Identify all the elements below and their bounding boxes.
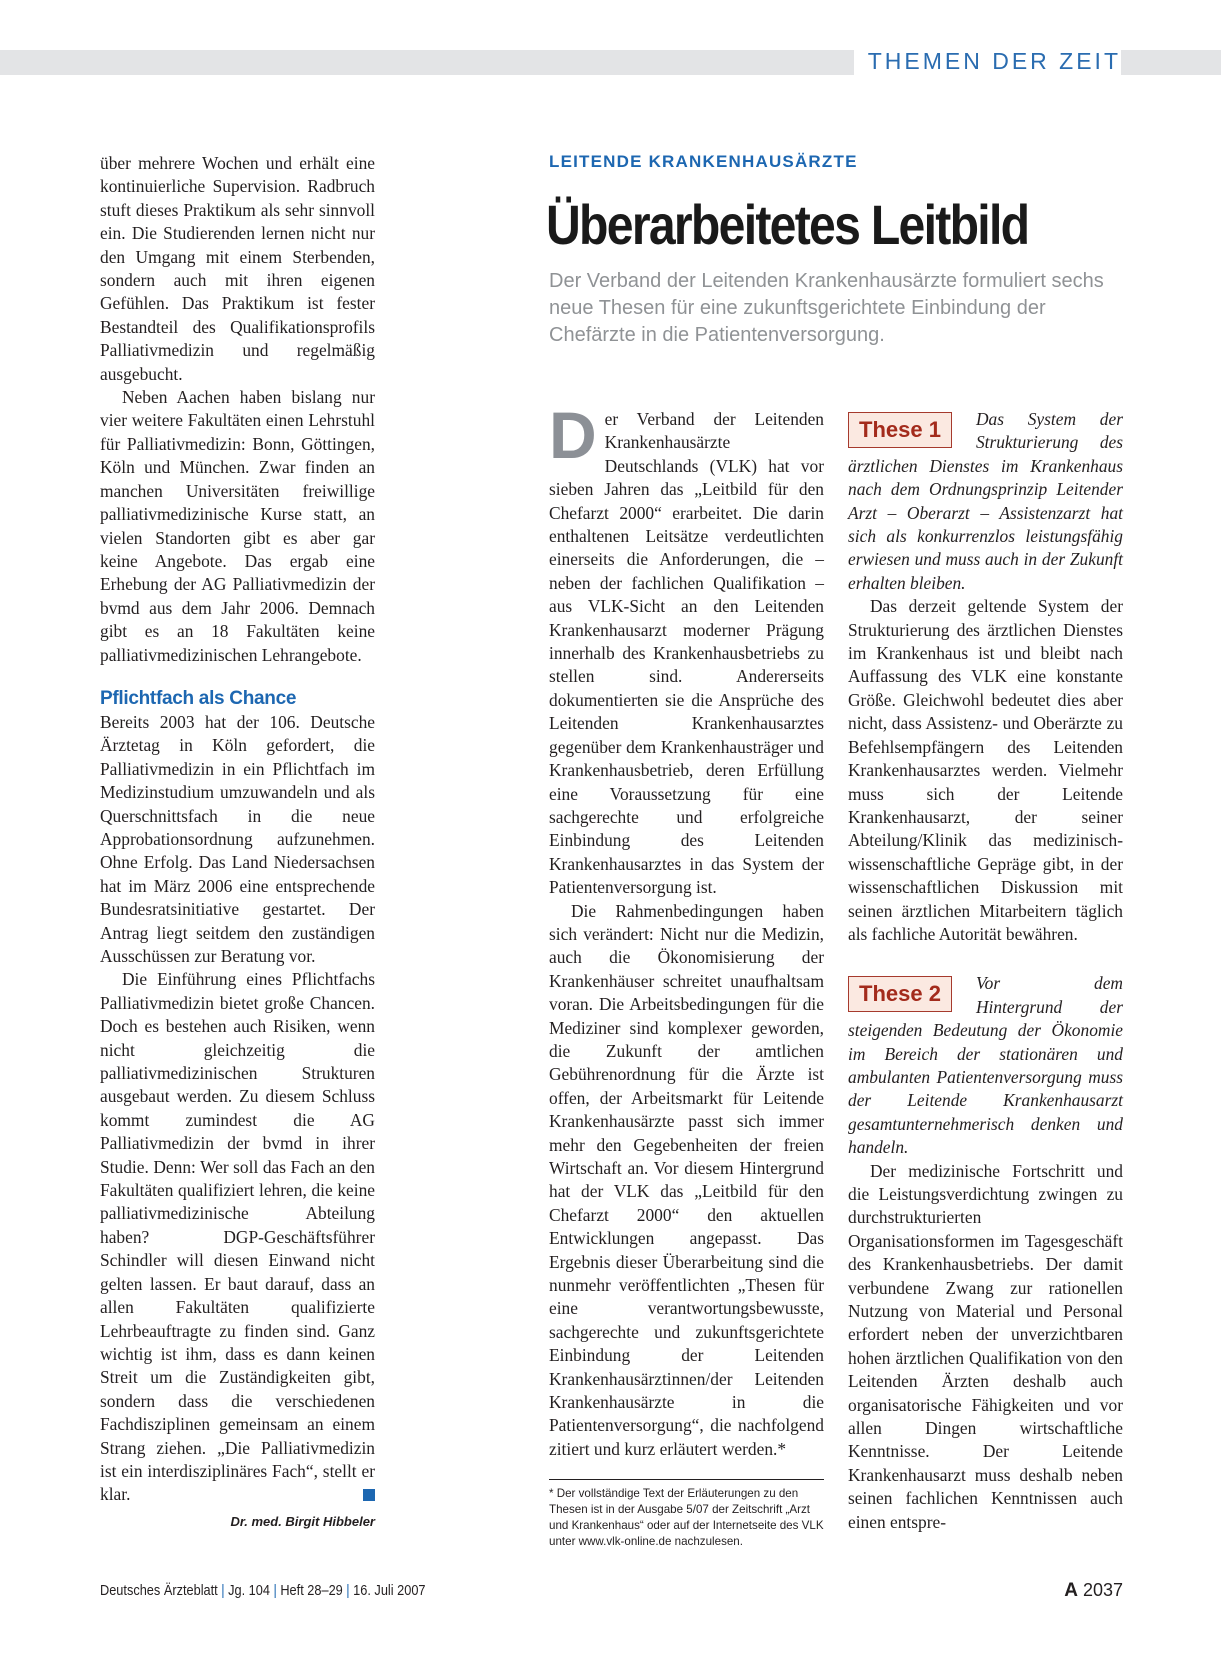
body-paragraph-2: Die Rahmenbedingungen haben sich verändert: Nicht nur die Medizin, auch die Ökonomisierung der Krankenhäuser schreitet unaufhaltsam voran. Die Arbeitsbedingungen für die Mediziner sind komplexer geworden, die Zukunft der amtlichen Gebührenordnung für die Ärzte ist offen, der Arbeitsmarkt für Leitende Krankenhausärzte passt sich immer mehr den Gegebenheiten der freien Wirtschaft an. Vor diesem Hintergrund hat der VLK das „Leitbild für den Chefarzt 2000“ den aktuellen Entwicklungen angepasst. Das Ergebnis dieser Überarbeitung sind die nunmehr veröffentlichten „Thesen für eine verantwortungsbewusste, sachgerechte und zukunftsgerichtete Einbindung der Leitenden Krankenhausärztinnen/der Leitenden Krankenhausärzte in die Patientenversorgung“, die nachfolgend zitiert und kurz erläutert werden.*: [549, 900, 824, 1459]
left-paragraph-4: [100, 968, 375, 1506]
page-prefix: A: [1064, 1580, 1078, 1601]
body-paragraph-1: [549, 398, 824, 900]
page-number-value: 2037: [1082, 1580, 1123, 1600]
article-kicker: LEITENDE KRANKENHAUSÄRZTE: [549, 152, 858, 171]
footnote: * Der vollständige Text der Erläuterungen zu den Thesen ist in der Ausgabe 5/07 der Zeitschrift „Arzt und Krankenhaus“ oder auf der Internetseite des VLK unter www.vlk-online.de nachzulesen.: [549, 1479, 824, 1550]
thesis-badge-1: These 1: [848, 412, 952, 448]
footer-volume: Jg. 104: [228, 1583, 270, 1599]
footer-separator: |: [221, 1583, 225, 1599]
footer-separator: |: [273, 1583, 277, 1599]
left-paragraph-2: Neben Aachen haben bislang nur vier weitere Fakultäten einen Lehrstuhl für Palliativmedizin: Bonn, Göttingen, Köln und München. Zwar finden an manchen Universitäten freiwillige palliativmedizinische Kurse statt, an vielen Standorten gibt es aber gar keine Angebote. Das ergab eine Erhebung der AG Palliativmedizin der bvmd aus dem Jahr 2006. Demnach gibt es an 18 Fakultäten keine palliativmedizinischen Lehrangebote.: [100, 387, 375, 665]
footer-issue: Heft 28–29: [280, 1583, 343, 1599]
thesis-body-2: Der medizinische Fortschritt und die Leistungsverdichtung zwingen zu durchstrukturierten Organisationsformen im Tagesgeschäft des Krankenhausbetriebs. Der damit verbundene Zwang zur rationellen Nutzung von Material und Personal erfordert neben der unverzichtbaren hohen ärztlichen Qualifikation von den Leitenden Ärzten deshalb auch organisatorische Fähigkeiten und vor allen Dingen wirtschaftliche Kenntnisse. Der Leitende Krankenhausarzt muss deshalb neben seinen fachlichen Kenntnissen auch einen entspre-: [848, 1160, 1123, 1532]
left-column: [100, 152, 375, 1533]
body-paragraph-1-text: er Verband der Leitenden Krankenhausärzte Deutschlands (VLK) hat vor sieben Jahren das „Leitbild für den Chefarzt 2000“ erarbeitet. Die darin enthaltenen Leitsätze verdeutlichten einerseits die Anforderungen, die – neben der fachlichen Qualifikation – aus VLK-Sicht an den Leitenden Krankenhausarzt moderner Prägung innerhalb des Krankenhausbetriebs zu stellen sind. Andererseits dokumentierten sie die Ansprüche des Leitenden Krankenhausarztes gegenüber dem Krankenhausträger und Krankenhausbetrieb, deren Erfüllung eine Voraussetzung für eine sachgerechte und erfolgreiche Einbindung des Leitenden Krankenhausarztes in das System der Patientenversorgung ist.: [549, 409, 824, 898]
thesis-text-1: Das System der Strukturierung des ärztlichen Dienstes im Krankenhaus nach dem Ordnungsprinzip Leitender Arzt – Oberarzt – Assistenzarzt hat sich als konkurrenzlos leistungsfähig erwiesen und muss auch in der Zukunft erhalten bleiben.: [848, 409, 1123, 593]
page-footer: [100, 1583, 426, 1599]
thesis-block-1: [848, 408, 1123, 595]
section-label: THEMEN DER ZEIT: [854, 46, 1121, 76]
middle-column: [549, 398, 824, 1550]
author-byline: Dr. med. Birgit Hibbeler: [230, 1513, 375, 1529]
thesis-text-2: Vor dem Hintergrund der steigenden Bedeutung der Ökonomie im Bereich der stationären und ambulanten Patientenversorgung muss der Leitende Krankenhausarzt gesamtunternehmerisch denken und handeln.: [848, 973, 1123, 1158]
article-lead: Der Verband der Leitenden Krankenhausärzte formuliert sechs neue Thesen für eine zukunftsgerichtete Einbindung der Chefärzte in die Patientenversorgung.: [549, 270, 1104, 346]
footer-separator: |: [346, 1583, 350, 1599]
drop-cap: D: [549, 398, 597, 472]
page-number: [1064, 1580, 1123, 1602]
left-paragraph-1: über mehrere Wochen und erhält eine kontinuierliche Supervision. Radbruch stuft dieses Praktikum als sehr sinnvoll ein. Die Studierenden lernen nicht nur den Umgang mit einem Sterbenden, sondern auch mit ihren eigenen Gefühlen. Das Praktikum ist fester Bestandteil des Qualifikationsprofils Palliativmedizin und regelmäßig ausgebucht.: [100, 153, 375, 384]
footer-journal: Deutsches Ärzteblatt: [100, 1583, 218, 1599]
end-mark-icon: [363, 1489, 375, 1501]
thesis-block-2: [848, 972, 1123, 1159]
thesis-badge-2: These 2: [848, 976, 952, 1012]
left-paragraph-3: Bereits 2003 hat der 106. Deutsche Ärztetag in Köln gefordert, die Palliativmedizin in ein Pflichtfach im Medizinstudium umzuwandeln und als Querschnittsfach in die neue Approbationsordnung aufzunehmen. Ohne Erfolg. Das Land Niedersachsen hat im März 2006 eine entsprechende Bundesratsinitiative gestartet. Der Antrag liegt seitdem den zuständigen Ausschüssen zur Beratung vor.: [100, 711, 375, 966]
article-headline: Überarbeitetes Leitbild: [546, 193, 1029, 256]
left-paragraph-4-text: Die Einführung eines Pflichtfachs Palliativmedizin bietet große Chancen. Doch es bestehen auch Risiken, wenn nicht gleichzeitig die palliativmedizinischen Strukturen ausgebaut werden. Zu diesem Schluss kommt zumindest die AG Palliativmedizin der bvmd in ihrer Studie. Denn: Wer soll das Fach an den Fakultäten qualifiziert lehren, die keine palliativmedizinische Abteilung haben? DGP-Geschäftsführer Schindler will diesen Einwand nicht gelten lassen. Er baut darauf, dass an allen Fakultäten qualifizierte Lehrbeauftragte zu finden sind. Ganz wichtig ist ihm, dass es dann keinen Streit um die Zuständigkeiten gibt, sondern dass die verschiedenen Fachdisziplinen gemeinsam an einem Strang ziehen. „Die Palliativmedizin ist ein interdisziplinäres Fach“, stellt er klar.: [100, 969, 375, 1505]
footer-date: 16. Juli 2007: [353, 1583, 426, 1599]
thesis-body-1: Das derzeit geltende System der Strukturierung des ärztlichen Dienstes im Krankenhaus ist und bleibt nach Auffassung des VLK eine konstante Größe. Gleichwohl bedeutet dies aber nicht, dass Assistenz- und Oberärzte zu Befehlsempfängern des Leitenden Krankenhausarztes werden. Vielmehr muss sich der Leitende Krankenhausarzt, der seiner Abteilung/Klinik das medizinisch-wissenschaftliche Gepräge gibt, in der wissenschaftlichen Diskussion mit seinen ärztlichen Mitarbeitern täglich als fachliche Autorität bewähren.: [848, 596, 1123, 944]
subheading-pflichtfach: Pflichtfach als Chance: [100, 687, 297, 709]
right-column: [848, 408, 1123, 1534]
